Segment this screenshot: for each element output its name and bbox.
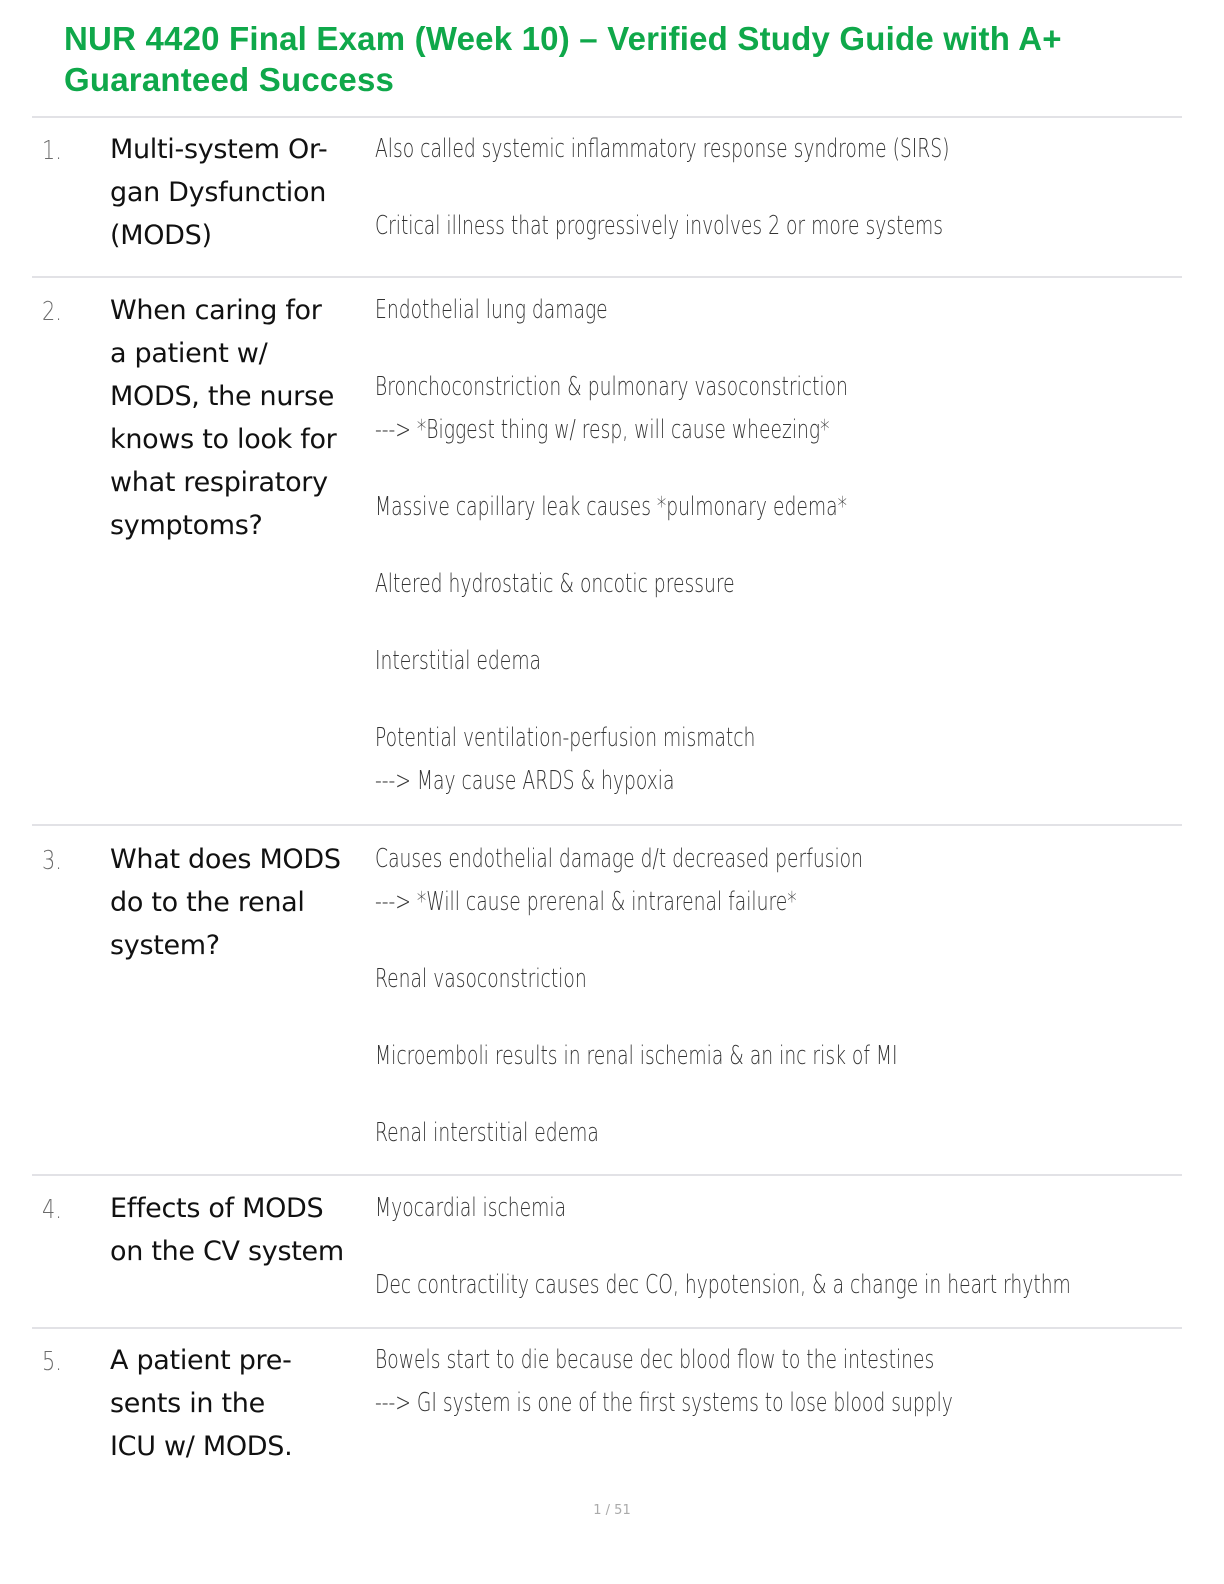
- definition-line: Potential ventilation-perfusion mismatch: [375, 723, 756, 753]
- definition-line: Endothelial lung damage: [375, 295, 608, 325]
- definition-line: Renal vasoconstriction: [375, 964, 587, 994]
- divider: [32, 1327, 1182, 1329]
- definition-line: ---> *Will cause prerenal & intrarenal failure*: [375, 887, 797, 917]
- card-number: 1.: [42, 136, 62, 166]
- definition-line: Also called systemic inflammatory response syndrome (SIRS): [375, 134, 950, 164]
- divider: [32, 824, 1182, 826]
- definition-line: Bronchoconstriction & pulmonary vasoconstriction: [375, 372, 848, 402]
- definition-line: Renal interstitial edema: [375, 1118, 599, 1148]
- page-indicator: 1 / 51: [593, 1503, 631, 1518]
- card-term: What does MODS do to the renal system?: [110, 844, 341, 961]
- card-definition: [375, 289, 1175, 803]
- card-term: When caring for a patient w/ MODS, the nurse knows to look for what respiratory symptoms?: [110, 295, 337, 541]
- card-definition: [375, 1339, 1175, 1425]
- card-term: Multi-system Or- gan Dysfunction (MODS): [110, 134, 328, 251]
- definition-line: Myocardial ischemia: [375, 1193, 567, 1223]
- definition-line: Microemboli results in renal ischemia & an inc risk of MI: [375, 1041, 898, 1071]
- card-definition: [375, 838, 1175, 1155]
- card-number: 3.: [42, 846, 62, 876]
- definition-line: Critical illness that progressively involves 2 or more systems: [375, 211, 943, 241]
- divider: [32, 276, 1182, 278]
- definition-line: Interstitial edema: [375, 646, 542, 676]
- definition-line: ---> May cause ARDS & hypoxia: [375, 766, 675, 796]
- document-title: NUR 4420 Final Exam (Week 10) – Verified Study Guide with A+ Guaranteed Success: [64, 20, 1062, 98]
- card-number: 2.: [42, 297, 62, 327]
- definition-line: ---> GI system is one of the first systems to lose blood supply: [375, 1388, 953, 1418]
- definition-line: Altered hydrostatic & oncotic pressure: [375, 569, 735, 599]
- definition-line: Bowels start to die because dec blood flow to the intestines: [375, 1345, 935, 1375]
- card-term: A patient pre- sents in the ICU w/ MODS.: [110, 1345, 293, 1462]
- card-term: Effects of MODS on the CV system: [110, 1193, 344, 1267]
- definition-line: Massive capillary leak causes *pulmonary edema*: [375, 492, 847, 522]
- card-number: 4.: [42, 1195, 62, 1225]
- card-definition: [375, 1187, 1175, 1307]
- divider: [32, 116, 1182, 118]
- definition-line: Dec contractility causes dec CO, hypotension, & a change in heart rhythm: [375, 1270, 1071, 1300]
- definition-line: Causes endothelial damage d/t decreased perfusion: [375, 844, 863, 874]
- definition-line: ---> *Biggest thing w/ resp, will cause wheezing*: [375, 415, 830, 445]
- card-definition: [375, 128, 1175, 248]
- card-number: 5.: [42, 1347, 62, 1377]
- divider: [32, 1174, 1182, 1176]
